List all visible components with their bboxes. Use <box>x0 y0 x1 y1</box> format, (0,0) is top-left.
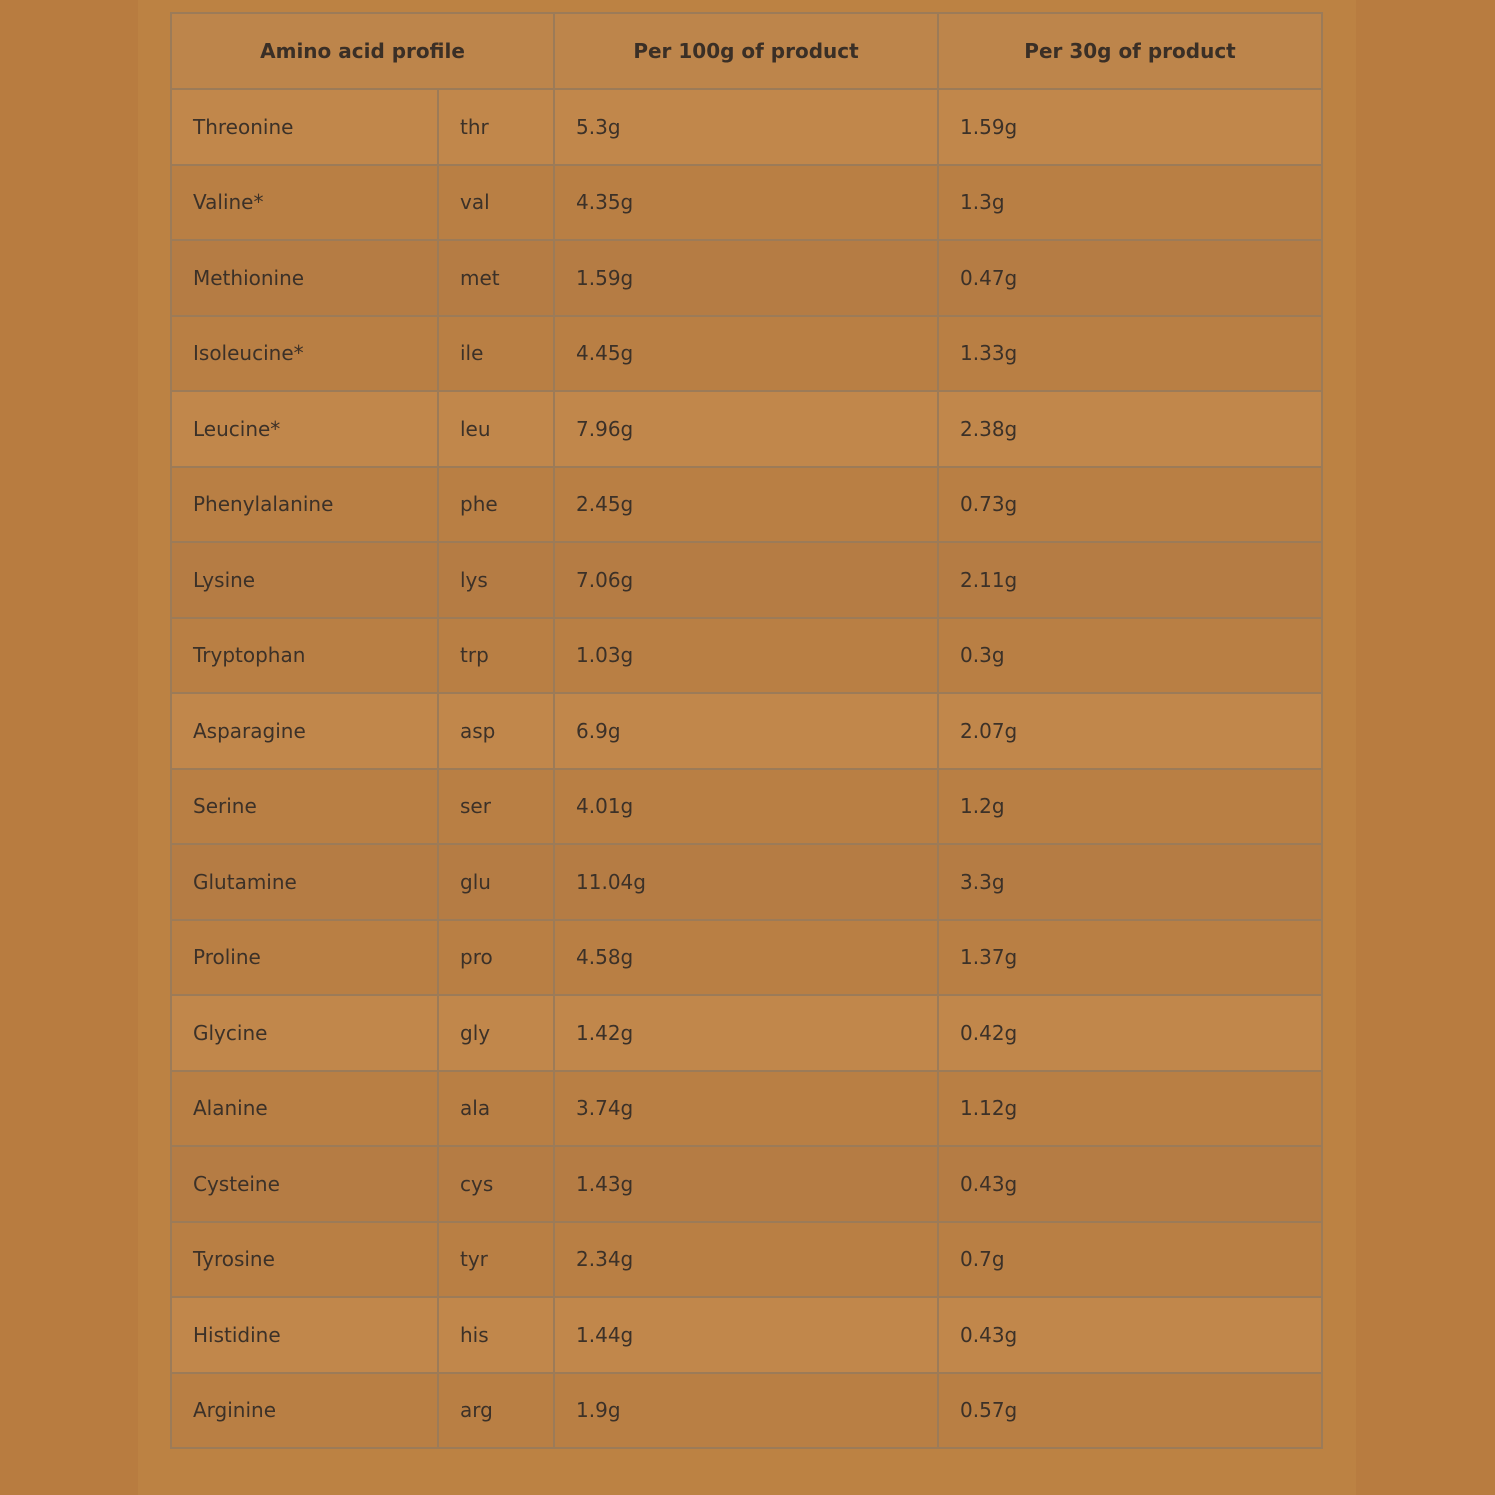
amino-acid-abbreviation: ile <box>438 316 554 392</box>
amount-per-30g: 3.3g <box>938 844 1322 920</box>
amount-per-100g: 1.59g <box>554 240 938 316</box>
amino-acid-table <box>170 12 1323 1449</box>
table-row <box>171 844 1322 920</box>
amino-acid-abbreviation: met <box>438 240 554 316</box>
table-row <box>171 467 1322 543</box>
amino-acid-name: Tryptophan <box>171 618 438 694</box>
amino-acid-abbreviation: pro <box>438 920 554 996</box>
table-row <box>171 618 1322 694</box>
header-amino-acid-profile: Amino acid profile <box>171 13 554 89</box>
amount-per-100g: 11.04g <box>554 844 938 920</box>
amount-per-30g: 0.7g <box>938 1222 1322 1298</box>
amount-per-30g: 1.37g <box>938 920 1322 996</box>
table-row <box>171 995 1322 1071</box>
amount-per-30g: 0.3g <box>938 618 1322 694</box>
amino-acid-abbreviation: val <box>438 165 554 241</box>
amino-acid-abbreviation: lys <box>438 542 554 618</box>
amount-per-30g: 1.33g <box>938 316 1322 392</box>
amount-per-100g: 1.43g <box>554 1146 938 1222</box>
amino-acid-name: Threonine <box>171 89 438 165</box>
amino-acid-name: Lysine <box>171 542 438 618</box>
table-row <box>171 920 1322 996</box>
amount-per-100g: 7.96g <box>554 391 938 467</box>
amino-acid-abbreviation: phe <box>438 467 554 543</box>
amount-per-100g: 1.42g <box>554 995 938 1071</box>
amino-acid-abbreviation: asp <box>438 693 554 769</box>
amino-acid-abbreviation: tyr <box>438 1222 554 1298</box>
amount-per-30g: 1.59g <box>938 89 1322 165</box>
amino-acid-abbreviation: trp <box>438 618 554 694</box>
amount-per-100g: 1.9g <box>554 1373 938 1449</box>
table-row <box>171 165 1322 241</box>
amount-per-100g: 2.45g <box>554 467 938 543</box>
amino-acid-name: Valine* <box>171 165 438 241</box>
amino-acid-name: Histidine <box>171 1297 438 1373</box>
table-row <box>171 542 1322 618</box>
amino-acid-abbreviation: leu <box>438 391 554 467</box>
amino-acid-name: Tyrosine <box>171 1222 438 1298</box>
page-panel <box>138 0 1356 1495</box>
amino-acid-abbreviation: ala <box>438 1071 554 1147</box>
amount-per-100g: 5.3g <box>554 89 938 165</box>
amino-acid-name: Proline <box>171 920 438 996</box>
amount-per-100g: 4.35g <box>554 165 938 241</box>
amount-per-100g: 3.74g <box>554 1071 938 1147</box>
table-row <box>171 316 1322 392</box>
amount-per-100g: 4.01g <box>554 769 938 845</box>
header-per-30g: Per 30g of product <box>938 13 1322 89</box>
table-row <box>171 391 1322 467</box>
amount-per-30g: 1.2g <box>938 769 1322 845</box>
amino-acid-name: Isoleucine* <box>171 316 438 392</box>
amount-per-30g: 2.07g <box>938 693 1322 769</box>
amino-acid-abbreviation: thr <box>438 89 554 165</box>
amino-acid-abbreviation: arg <box>438 1373 554 1449</box>
amount-per-30g: 0.43g <box>938 1297 1322 1373</box>
amino-acid-name: Cysteine <box>171 1146 438 1222</box>
table-row <box>171 1373 1322 1449</box>
amino-acid-abbreviation: his <box>438 1297 554 1373</box>
amount-per-30g: 0.73g <box>938 467 1322 543</box>
amount-per-30g: 0.42g <box>938 995 1322 1071</box>
amino-acid-name: Leucine* <box>171 391 438 467</box>
amino-acid-name: Glycine <box>171 995 438 1071</box>
amino-acid-name: Phenylalanine <box>171 467 438 543</box>
amount-per-30g: 0.47g <box>938 240 1322 316</box>
amount-per-30g: 2.11g <box>938 542 1322 618</box>
amount-per-100g: 1.03g <box>554 618 938 694</box>
table-row <box>171 1297 1322 1373</box>
table-row <box>171 769 1322 845</box>
amino-acid-name: Arginine <box>171 1373 438 1449</box>
amino-acid-name: Glutamine <box>171 844 438 920</box>
amount-per-30g: 1.3g <box>938 165 1322 241</box>
amount-per-30g: 0.43g <box>938 1146 1322 1222</box>
amount-per-30g: 1.12g <box>938 1071 1322 1147</box>
table-row <box>171 1146 1322 1222</box>
amount-per-100g: 2.34g <box>554 1222 938 1298</box>
amino-acid-name: Asparagine <box>171 693 438 769</box>
header-per-100g: Per 100g of product <box>554 13 938 89</box>
table-row <box>171 693 1322 769</box>
table-row <box>171 1222 1322 1298</box>
amount-per-100g: 6.9g <box>554 693 938 769</box>
table-row <box>171 1071 1322 1147</box>
amino-acid-name: Alanine <box>171 1071 438 1147</box>
amino-acid-name: Methionine <box>171 240 438 316</box>
amino-acid-abbreviation: ser <box>438 769 554 845</box>
table-header-row <box>171 13 1322 89</box>
table-row <box>171 240 1322 316</box>
amount-per-30g: 2.38g <box>938 391 1322 467</box>
amino-acid-abbreviation: cys <box>438 1146 554 1222</box>
amount-per-30g: 0.57g <box>938 1373 1322 1449</box>
amount-per-100g: 4.58g <box>554 920 938 996</box>
amino-acid-abbreviation: gly <box>438 995 554 1071</box>
amino-acid-name: Serine <box>171 769 438 845</box>
amount-per-100g: 4.45g <box>554 316 938 392</box>
table-row <box>171 89 1322 165</box>
amount-per-100g: 1.44g <box>554 1297 938 1373</box>
amount-per-100g: 7.06g <box>554 542 938 618</box>
amino-acid-abbreviation: glu <box>438 844 554 920</box>
